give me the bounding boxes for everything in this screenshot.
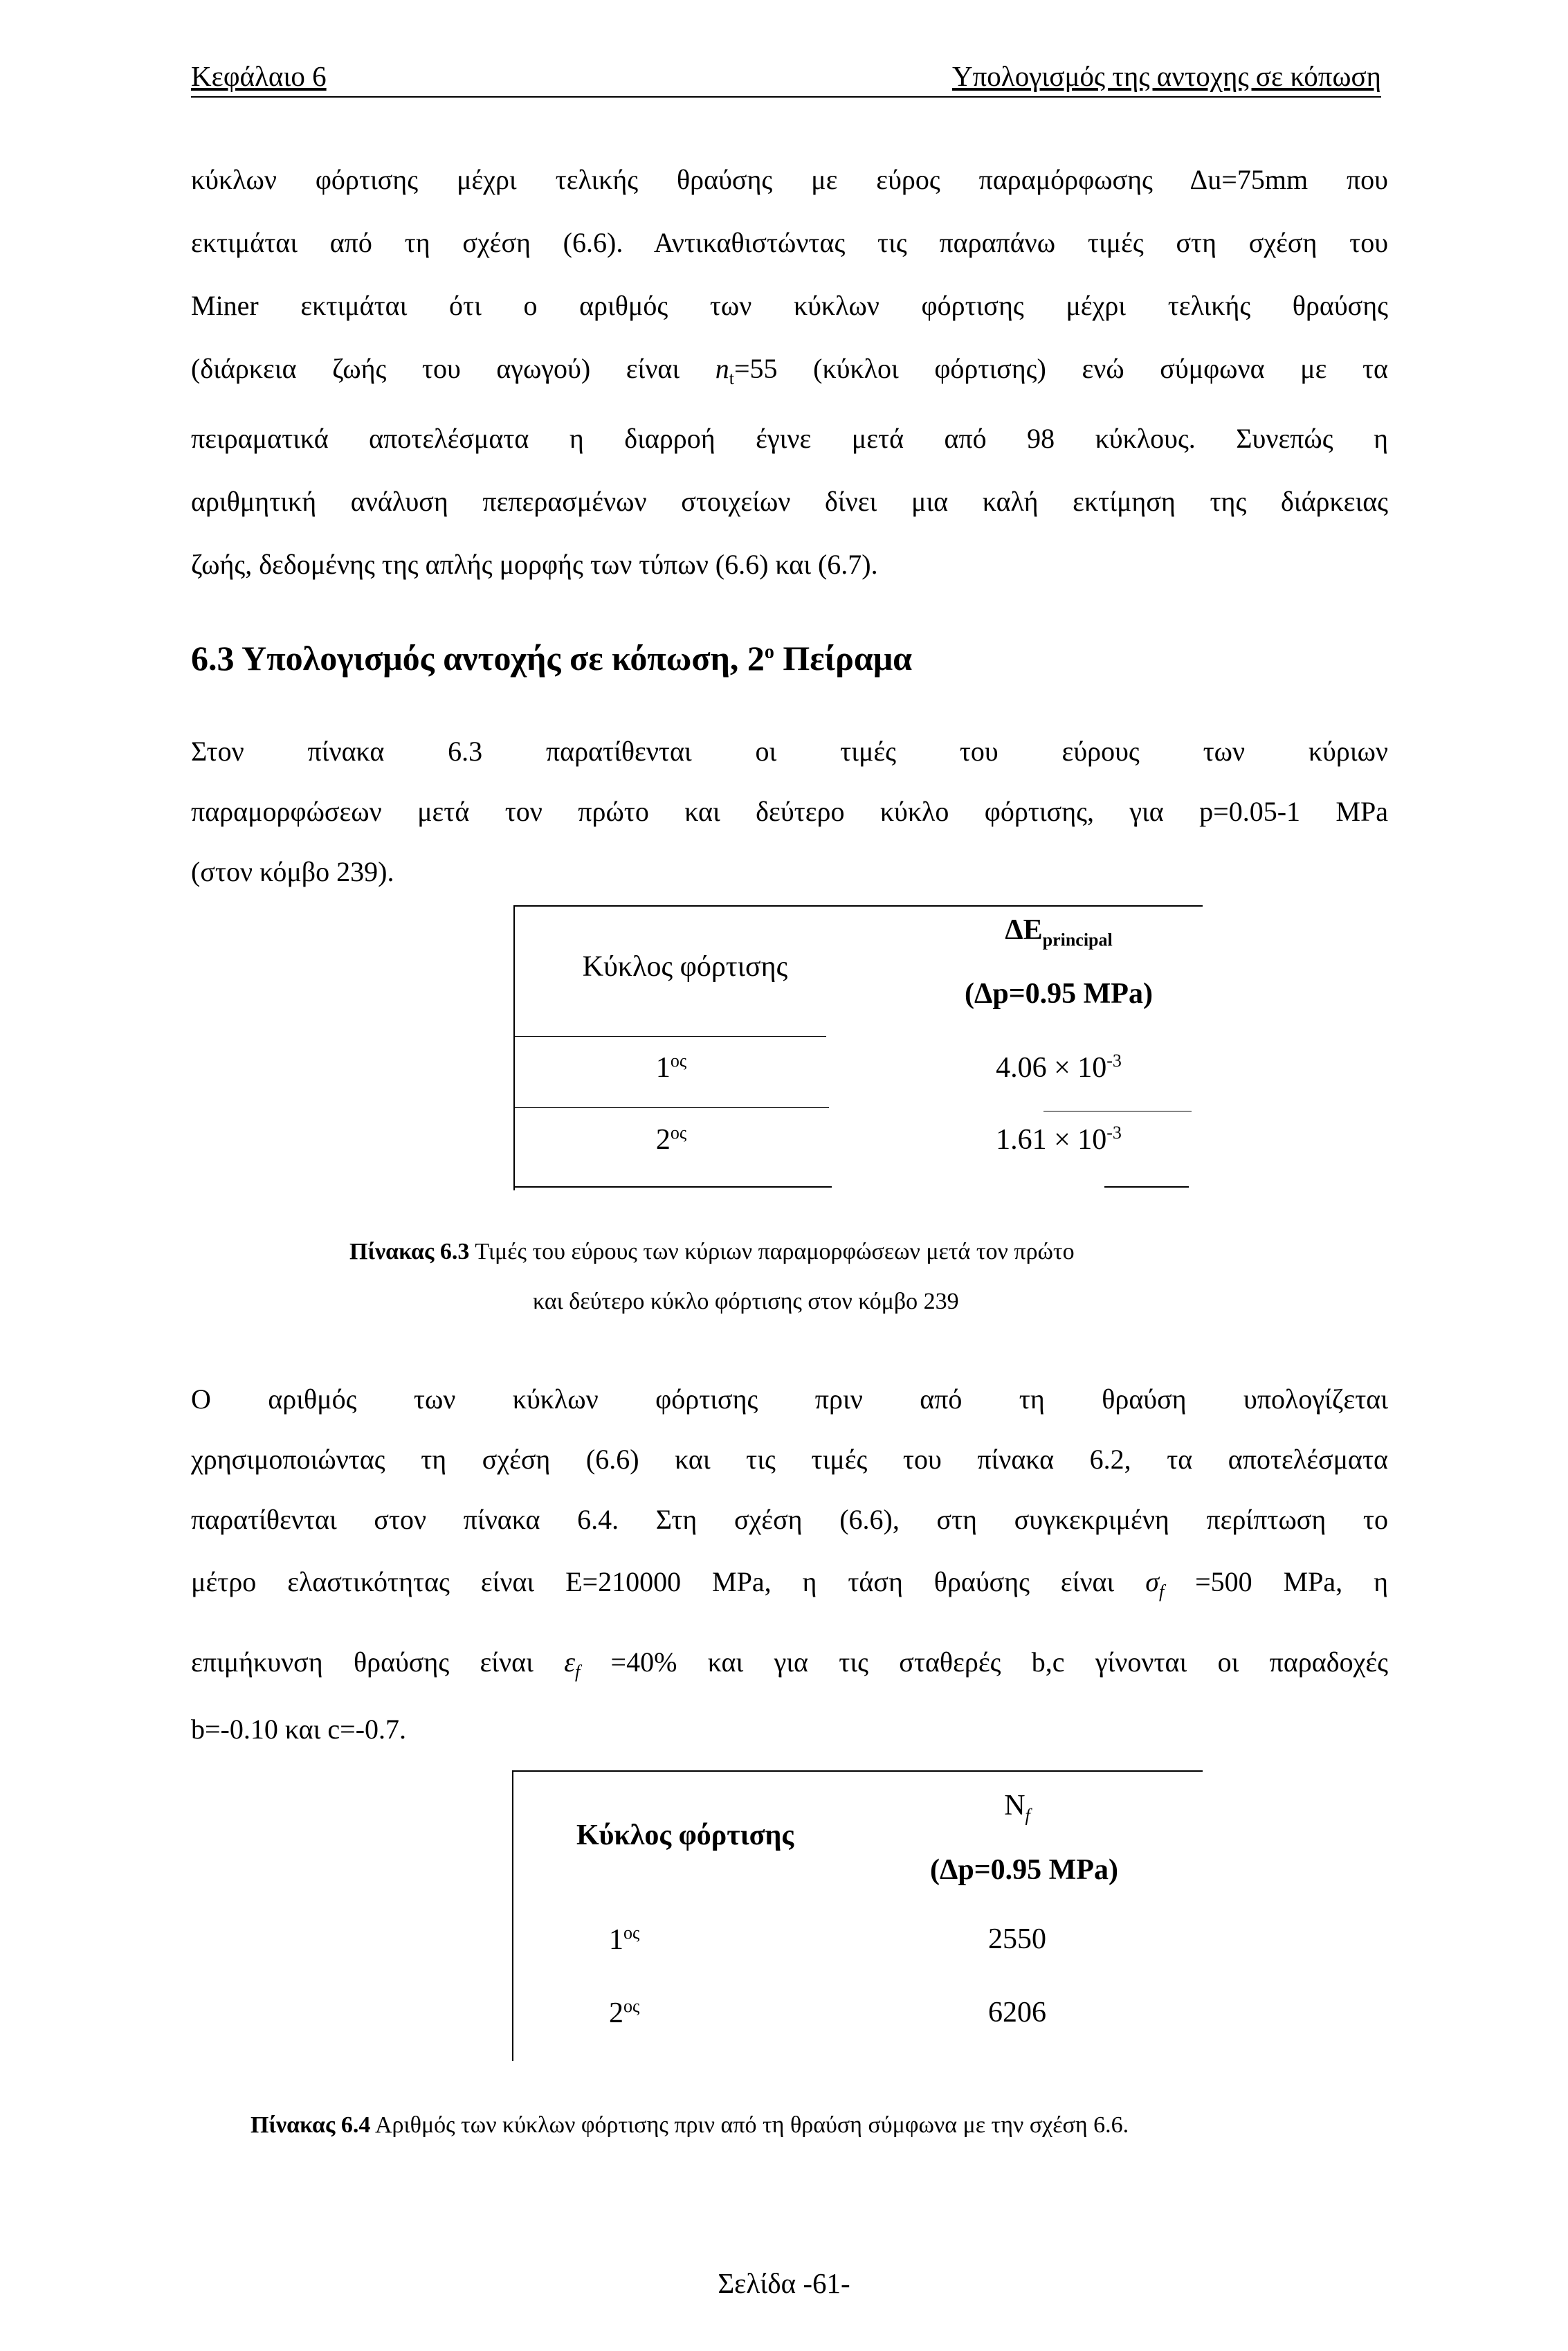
table1-bottom-rule [513,1186,832,1188]
para3-line2: χρησιμοποιώντας τη σχέση (6.6) και τις τιμές του πίνακα 6.2, τα αποτελέσματα [191,1444,1388,1475]
table1-header-pressure: (Δp=0.95 MPa) [965,978,1153,1010]
table1-caption-line1: Πίνακας 6.3 Τιμές του εύρους των κύριων παραμορφώσεων μετά τον πρώτο [349,1239,1075,1264]
para3-line6: b=-0.10 και c=-0.7. [191,1714,407,1745]
para1-line3: Miner εκτιμάται ότι ο αριθμός των κύκλων φόρτισης μέχρι τελικής θραύσης [191,290,1388,321]
para2-line3: (στον κόμβο 239). [191,856,394,887]
table2-row2-cycle: $2^{o\varsigma}$ [609,1996,640,2029]
para1-line1: κύκλων φόρτισης μέχρι τελικής θραύσης με εύρος παραμόρφωσης Δu=75mm που [191,164,1388,195]
para3-line5: επιμήκυνση θραύσης είναι $\varepsilon_f =40\%$ και για τις σταθερές b,c γίνονται οι παραδοχές [191,1646,1388,1682]
table1-header-rule [513,1036,826,1037]
table1-row2-cycle: $2^{o\varsigma}$ [655,1123,687,1156]
table2-row1-value: 2550 [988,1923,1046,1955]
table2-caption: Πίνακας 6.4 Αριθμός των κύκλων φόρτισης πριν από τη θραύση σύμφωνα με την σχέση 6.6. [250,2112,1129,2138]
para2-line1: Στον πίνακα 6.3 παρατίθενται οι τιμές του εύρους των κύριων [191,736,1388,767]
para1-line2: εκτιμάται από τη σχέση (6.6). Αντικαθιστώντας τις παραπάνω τιμές στη σχέση του [191,227,1388,258]
para1-line6: αριθμητική ανάλυση πεπερασμένων στοιχείων δίνει μια καλή εκτίμηση της διάρκειας [191,486,1388,517]
table2-header-nf: $N_f$ [1004,1790,1030,1826]
table1-row1-value: $4.06 \times 10^{-3}$ [996,1051,1122,1084]
table2-top-rule [512,1770,1203,1772]
para1-line7: ζωής, δεδομένης της απλής μορφής των τύπων (6.6) και (6.7). [191,549,878,580]
para1-line4: (διάρκεια ζωής του αγωγού) είναι $n_t=55$ (κύκλοι φόρτισης) ενώ σύμφωνα με τα [191,353,1388,388]
table1-top-rule [513,905,1203,907]
para3-line1: Ο αριθμός των κύκλων φόρτισης πριν από τη θραύση υπολογίζεται [191,1383,1388,1415]
table2-header-pressure: (Δp=0.95 MPa) [930,1854,1118,1886]
table2-row1-cycle: $1^{o\varsigma}$ [609,1923,640,1956]
para1-line5: πειραματικά αποτελέσματα η διαρροή έγινε μετά από 98 κύκλους. Συνεπώς η [191,423,1388,454]
table2-header-cycle: Κύκλος φόρτισης [576,1819,794,1851]
table1-row2-value: $1.61 \times 10^{-3}$ [996,1123,1122,1156]
table1-header-strain: $\Delta E_{principal}$ [1005,914,1113,950]
section-title: 6.3 Υπολογισμός αντοχής σε κόπωση, $2^o$ Πείραμα [191,639,913,678]
table1-left-rule [513,905,515,1190]
header-rule [191,96,1381,98]
para2-line2: παραμορφώσεων μετά τον πρώτο και δεύτερο κύκλο φόρτισης, για p=0.05-1 MPa [191,796,1388,827]
chapter-label: Κεφάλαιο 6 [191,60,327,92]
table2-row2-value: 6206 [988,1997,1046,2028]
para3-line3: παρατίθενται στον πίνακα 6.4. Στη σχέση (6.6), στη συγκεκριμένη περίπτωση το [191,1504,1388,1535]
table1-row1-cycle: $1^{o\varsigma}$ [655,1051,687,1084]
page-number: Σελίδα -61- [718,2267,850,2299]
table1-bottom-rule-right [1104,1186,1189,1188]
para3-line4: μέτρο ελαστικότητας είναι Ε=210000 MPa, η τάση θραύσης είναι $\sigma_f =500$ MPa, η [191,1566,1388,1601]
table1-caption-line2: και δεύτερο κύκλο φόρτισης στον κόμβο 239 [533,1289,959,1314]
chapter-title: Υπολογισμός της αντοχης σε κόπωση [952,60,1381,92]
table1-row-rule [513,1107,829,1108]
table1-header-cycle: Κύκλος φόρτισης [582,951,788,983]
table2-left-rule [512,1770,513,2061]
